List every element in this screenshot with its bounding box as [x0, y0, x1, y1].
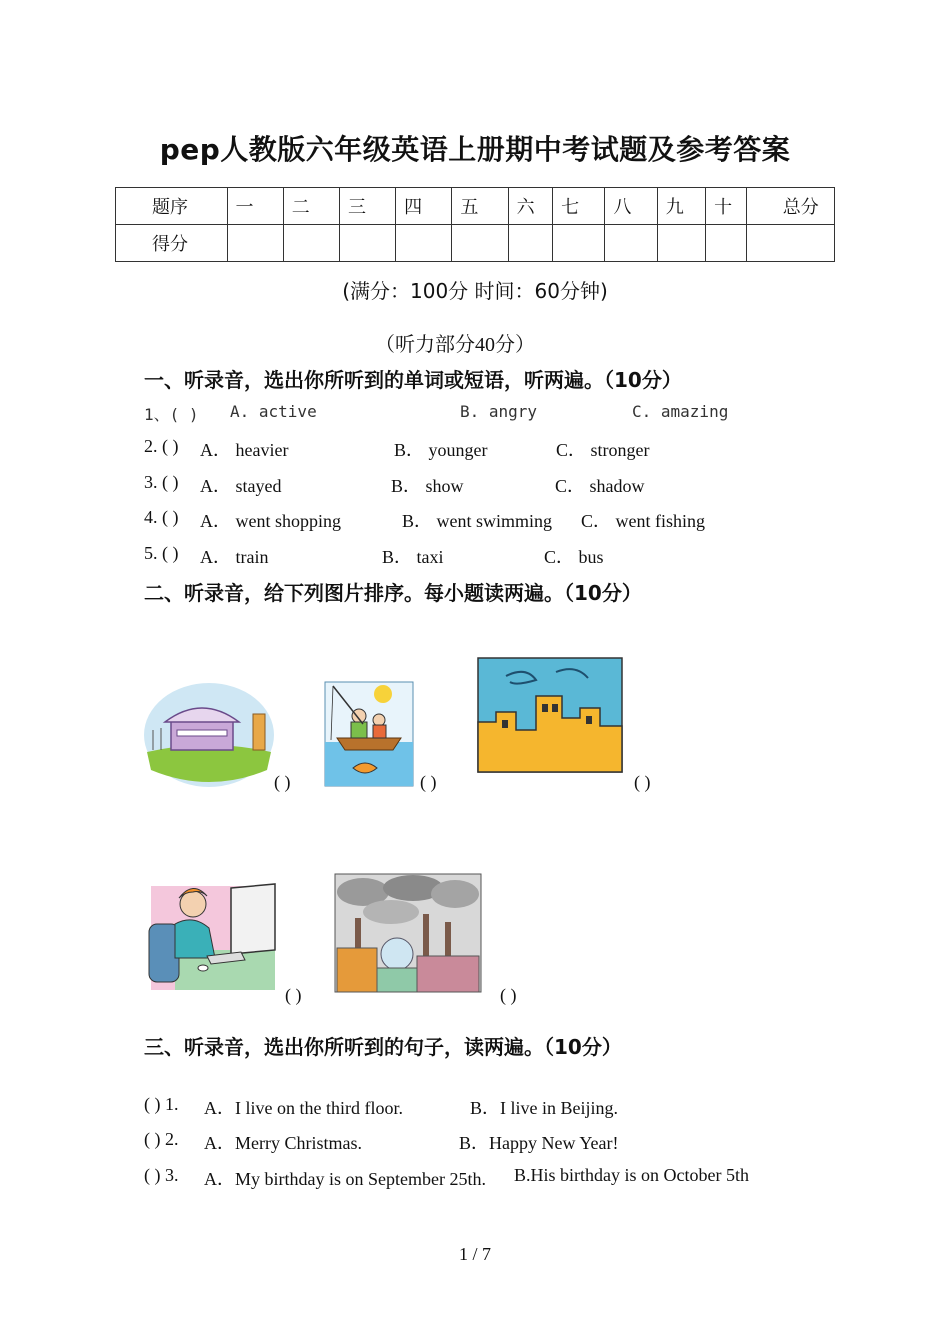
- option-b[interactable]: B． show: [391, 476, 464, 496]
- score-cell[interactable]: [657, 225, 705, 262]
- question-number: 3. ( ): [144, 472, 179, 492]
- score-cell[interactable]: [396, 225, 452, 262]
- option-a[interactable]: A． train: [200, 547, 269, 567]
- question-4: [144, 507, 844, 531]
- option-a[interactable]: A． went shopping: [200, 511, 341, 531]
- table-cell: 九: [657, 188, 705, 225]
- score-cell[interactable]: [746, 225, 834, 262]
- table-cell: 得分: [116, 225, 228, 262]
- question-5: [144, 543, 844, 567]
- table-cell: 五: [452, 188, 508, 225]
- question-number: 1、( ): [144, 405, 199, 424]
- answer-blank[interactable]: ( ): [285, 985, 302, 1005]
- sentence-question-3: [144, 1165, 844, 1189]
- score-cell[interactable]: [283, 225, 339, 262]
- question-1: [144, 402, 844, 424]
- table-cell: 二: [283, 188, 339, 225]
- score-cell[interactable]: [706, 225, 747, 262]
- option-c[interactable]: C． bus: [544, 547, 604, 567]
- stadium-picture: [143, 682, 275, 788]
- table-cell: 七: [553, 188, 605, 225]
- option-c[interactable]: C． went fishing: [581, 511, 705, 531]
- option-a[interactable]: A．Merry Christmas.: [204, 1133, 362, 1153]
- score-table: [115, 187, 835, 262]
- option-b[interactable]: B．I live in Beijing.: [470, 1098, 618, 1118]
- option-a[interactable]: A．I live on the third floor.: [204, 1098, 403, 1118]
- table-cell: 总分: [746, 188, 834, 225]
- sentence-question-1: [144, 1094, 844, 1118]
- option-b[interactable]: B.His birthday is on October 5th: [514, 1165, 749, 1185]
- answer-blank[interactable]: ( ): [274, 772, 291, 792]
- option-a[interactable]: A. active: [230, 402, 317, 421]
- table-cell: 一: [227, 188, 283, 225]
- question-number: ( ) 2.: [144, 1129, 179, 1149]
- table-cell: 八: [605, 188, 657, 225]
- section2-heading: 二、听录音，给下列图片排序。每小题读两遍。（10分）: [144, 581, 642, 605]
- listening-part-label: （听力部分40分）: [375, 334, 535, 356]
- sentence-question-2: [144, 1129, 844, 1153]
- section1-heading: 一、听录音，选出你所听到的单词或短语，听两遍。（10分）: [144, 368, 682, 392]
- question-number: 5. ( ): [144, 543, 179, 563]
- answer-blank[interactable]: ( ): [420, 772, 437, 792]
- question-number: ( ) 3.: [144, 1165, 179, 1185]
- table-cell: 十: [706, 188, 747, 225]
- answer-blank[interactable]: ( ): [634, 772, 651, 792]
- question-3: [144, 472, 844, 496]
- option-c[interactable]: C． shadow: [555, 476, 645, 496]
- option-b[interactable]: B． went swimming: [402, 511, 553, 531]
- table-cell: 题序: [116, 188, 228, 225]
- windy-city-picture: [476, 656, 624, 774]
- score-cell[interactable]: [508, 225, 553, 262]
- table-cell: 四: [396, 188, 452, 225]
- page-title: pep人教版六年级英语上册期中考试题及参考答案: [159, 133, 791, 166]
- option-a[interactable]: A． stayed: [200, 476, 282, 496]
- score-table-header-row: [116, 188, 835, 225]
- factory-pollution-picture: [333, 872, 483, 994]
- score-cell[interactable]: [452, 225, 508, 262]
- option-b[interactable]: B. angry: [460, 402, 538, 421]
- score-cell[interactable]: [339, 225, 395, 262]
- question-number: 2. ( ): [144, 436, 179, 456]
- exam-info: (满分：100分 时间：60分钟): [342, 279, 608, 303]
- section3-heading: 三、听录音，选出你所听到的句子，读两遍。（10分）: [144, 1035, 622, 1059]
- option-b[interactable]: B． taxi: [382, 547, 444, 567]
- score-cell[interactable]: [553, 225, 605, 262]
- option-a[interactable]: A．My birthday is on September 25th.: [204, 1169, 486, 1189]
- option-a[interactable]: A． heavier: [200, 440, 289, 460]
- option-b[interactable]: B．Happy New Year!: [459, 1133, 619, 1153]
- score-cell[interactable]: [605, 225, 657, 262]
- question-number: 4. ( ): [144, 507, 179, 527]
- score-table-score-row: [116, 225, 835, 262]
- option-c[interactable]: C． stronger: [556, 440, 650, 460]
- score-cell[interactable]: [227, 225, 283, 262]
- table-cell: 三: [339, 188, 395, 225]
- question-2: [144, 436, 844, 460]
- table-cell: 六: [508, 188, 553, 225]
- page-number: 1 / 7: [458, 1244, 491, 1264]
- computer-girl-picture: [145, 876, 277, 992]
- fishing-picture: [323, 680, 415, 788]
- option-c[interactable]: C. amazing: [632, 402, 729, 421]
- answer-blank[interactable]: ( ): [500, 985, 517, 1005]
- question-number: ( ) 1.: [144, 1094, 179, 1114]
- option-b[interactable]: B． younger: [394, 440, 488, 460]
